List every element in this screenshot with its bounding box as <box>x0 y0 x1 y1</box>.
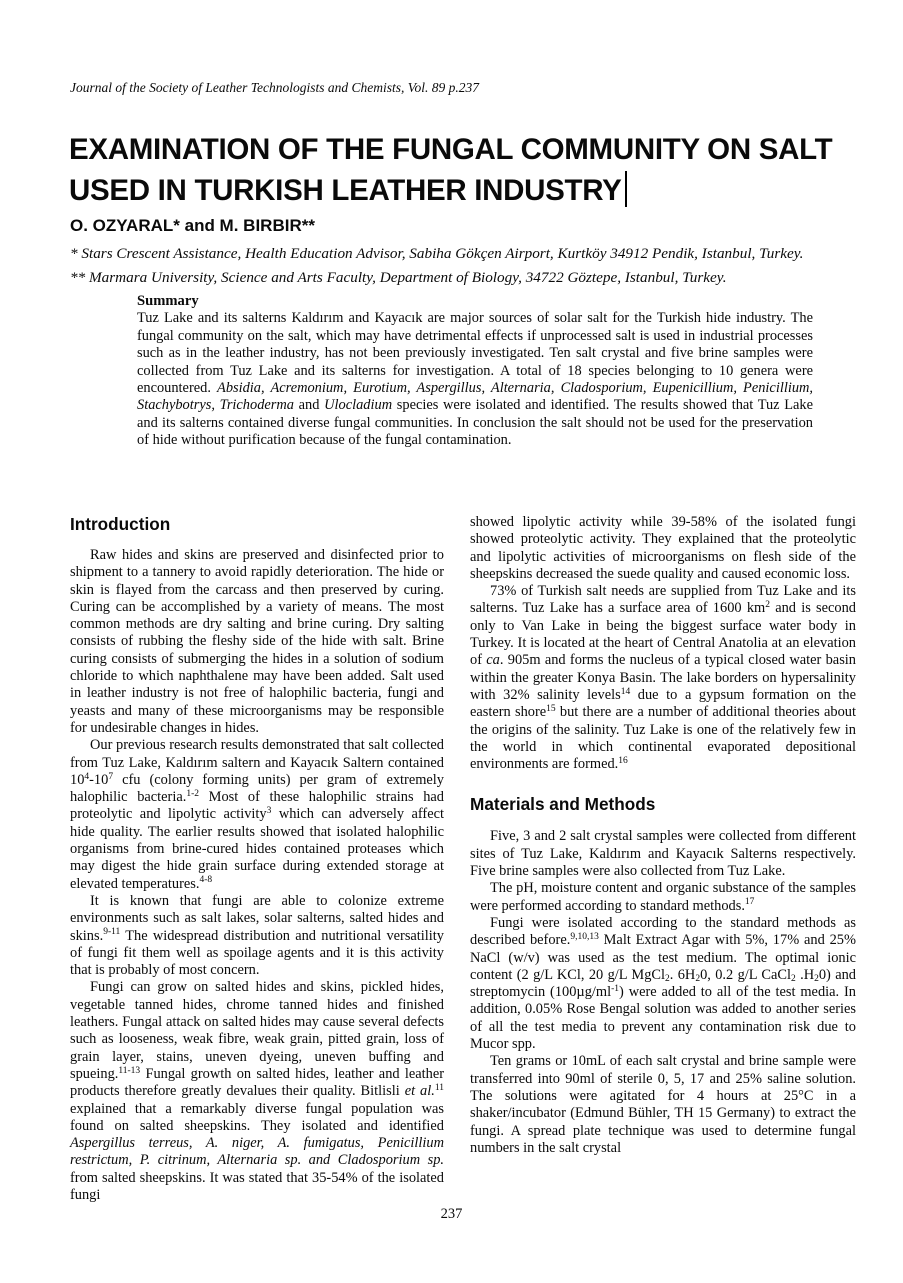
continuation-paragraph-2: 73% of Turkish salt needs are supplied from Tuz Lake and its salterns. Tuz Lake has a surface area of 1600 $km^2$ and is second only to Van Lake in being the biggest surface water body in Turkey. It is located at the heart of Central Anatolia at an elevation of ca. 905m and forms the nucleus of a typical closed water basin within the greater Konya Basin. The lake borders on hypersalinity with 32% salinity levels$^{14}$ due to a gypsum formation on the eastern shore$^{15}$ but there are a number of additional theories about the origins of the salinity. Tuz Lake is one of the relatively few in the world in which continental evaporated depositional environments are formed.$^{16}$ <box>470 583 856 773</box>
introduction-heading: Introduction <box>70 514 171 534</box>
affiliation-line-1: * Stars Crescent Assistance, Health Education Advisor, Sabiha Gökçen Airport, Kurtköy 34912 Pendik, Istanbul, Turkey. <box>70 245 804 262</box>
summary-text: Tuz Lake and its salterns Kaldırım and Kayacık are major sources of solar salt for the Turkish hide industry. The fungal community on the salt, which may have detrimental effects if unprocessed salt is used in industrial processes such as in the leather industry, has not been previously investigated. Ten salt crystal and five brine samples were collected from Tuz Lake and its salterns for investigation. A total of 18 species belonging to 10 genera were encountered. Absidia, Acremonium, Eurotium, Aspergillus, Alternaria, Cladosporium, Eupenicillium, Penicillium, Stachybotrys, Trichoderma and Ulocladium species were isolated and identified. The results showed that Tuz Lake and its salterns contained diverse fungal communities. In conclusion the salt should not be used for the preservation of hide without purification because of the fungal contamination. <box>137 310 814 449</box>
journal-header-line: Journal of the Society of Leather Technologists and Chemists, Vol. 89 p.237 <box>70 80 479 95</box>
intro-paragraph-3: It is known that fungi are able to colonize extreme environments such as salt lakes, solar salterns, salted hides and skins.$^{9-11}$ The widespread distribution and nutritional versatility of fungi fit them well as spoilage agents and it is this activity that is probably of most concern. <box>70 892 444 979</box>
title-line-2 <box>69 170 869 211</box>
methods-paragraph-4: Ten grams or 10mL of each salt crystal and brine sample were transferred into 90ml of sterile 0, 5, 17 and 25% saline solution. The solutions were agitated for 4 hours at 25°C in a shaker/incubator (Edmund Bühler, TH 15 Germany) to extract the fungi. A spread plate technique was used to determine fungal numbers in the salt crystal <box>470 1053 856 1156</box>
methods-paragraph-2: The pH, moisture content and organic substance of the samples were performed according to standard methods.$^{17}$ <box>470 880 856 914</box>
affiliation-line-2: ** Marmara University, Science and Arts Faculty, Department of Biology, 34722 Göztepe, Istanbul, Turkey. <box>70 268 727 286</box>
body-columns <box>70 514 856 1204</box>
summary-section <box>137 293 813 450</box>
title-line-2-text: USED IN TURKISH LEATHER INDUSTRY <box>69 174 622 207</box>
intro-paragraph-4: Fungi can grow on salted hides and skins, pickled hides, vegetable tanned hides, chrome tanned hides and finished leathers. Fungal attack on salted hides may cause several defects such as looseness, weak fibre, weak grain, pitted grain, loss of grain layer, stains, uneven dyeing, uneven buffing and spueing.$^{11-13}$ Fungal growth on salted hides, leather and leather products therefore greatly devalues their quality. Bitlisli et al.$^{11}$ explained that a remarkably diverse fungal population was found on salted sheepskins. They isolated and identified Aspergillus terreus, A. niger, A. fumigatus, Penicillium restrictum, P. citrinum, Alternaria sp. and Cladosporium sp. from salted sheepskins. It was stated that 35-54% of the isolated fungi <box>70 979 444 1203</box>
authors-line: O. OZYARAL* and M. BIRBIR** <box>70 216 315 235</box>
materials-methods-heading: Materials and Methods <box>470 794 656 815</box>
article-title <box>69 129 869 211</box>
title-line-1: EXAMINATION OF THE FUNGAL COMMUNITY ON SALT <box>69 133 833 166</box>
methods-paragraph-1: Five, 3 and 2 salt crystal samples were collected from different sites of Tuz Lake, Kaldırım and Kayacık Salterns respectively. Five brine samples were also collected from Tuz Lake. <box>470 828 856 880</box>
left-column <box>70 514 444 1204</box>
continuation-paragraph-1: showed lipolytic activity while 39-58% of the isolated fungi showed proteolytic activity. They explained that the proteolytic and lipolytic activities of microorganisms on flesh side of the sheepskins decreased the suede quality and caused economic loss. <box>470 514 856 582</box>
affiliations-block <box>70 242 860 289</box>
text-cursor <box>625 171 627 207</box>
summary-heading: Summary <box>137 293 199 309</box>
intro-paragraph-2: Our previous research results demonstrated that salt collected from Tuz Lake, Kaldırım saltern and Kayacık Saltern contained $10^4-10^7$ cfu (colony forming units) per gram of extremely halophilic bacteria.$^{1-2}$ Most of these halophilic strains had proteolytic and lipolytic activity$^3$ which can adversely affect hide quality. The earlier results showed that isolated halophilic organisms from brine-cured hides contained proteases which may digest the hide grain surface during extended storage at elevated temperatures.$^{4-8}$ <box>70 737 444 892</box>
intro-paragraph-1: Raw hides and skins are preserved and disinfected prior to shipment to a tannery to avoid rapidly deterioration. The hide or skin is flayed from the carcass and then preserved by curing. Curing can be accomplished by a variety of means. The most common methods are dry salting and brine curing. Dry salting consists of rubbing the fleshy side of the hide with salt. Brine curing consists of submerging the hides in a solution of sodium chloride to which naphthalene may have been added. Salt used in leather industry is not free of halophilic bacteria, fungi and yeasts and many of these microorganisms may be responsible for undesirable changes in hides. <box>70 547 444 736</box>
page-number: 237 <box>440 1206 463 1222</box>
methods-paragraph-3: Fungi were isolated according to the standard methods as described before.$^{9,10,13}$ Malt Extract Agar with 5%, 17% and 25% NaCl (w/v) was used as the test medium. The optimal ionic content (2 g/L KCl, 20 g/L MgCl$_2$. $6H_20$, 0.2 g/L CaCl$_2$ $.H_20$) and streptomycin $(100\mu g/ml^{-1})$ were added to all of the test media. In addition, 0.05% Rose Bengal solution was added to another series of all the test media to prevent any contamination risk due to Mucor spp. <box>470 914 856 1053</box>
right-column <box>470 514 856 1204</box>
